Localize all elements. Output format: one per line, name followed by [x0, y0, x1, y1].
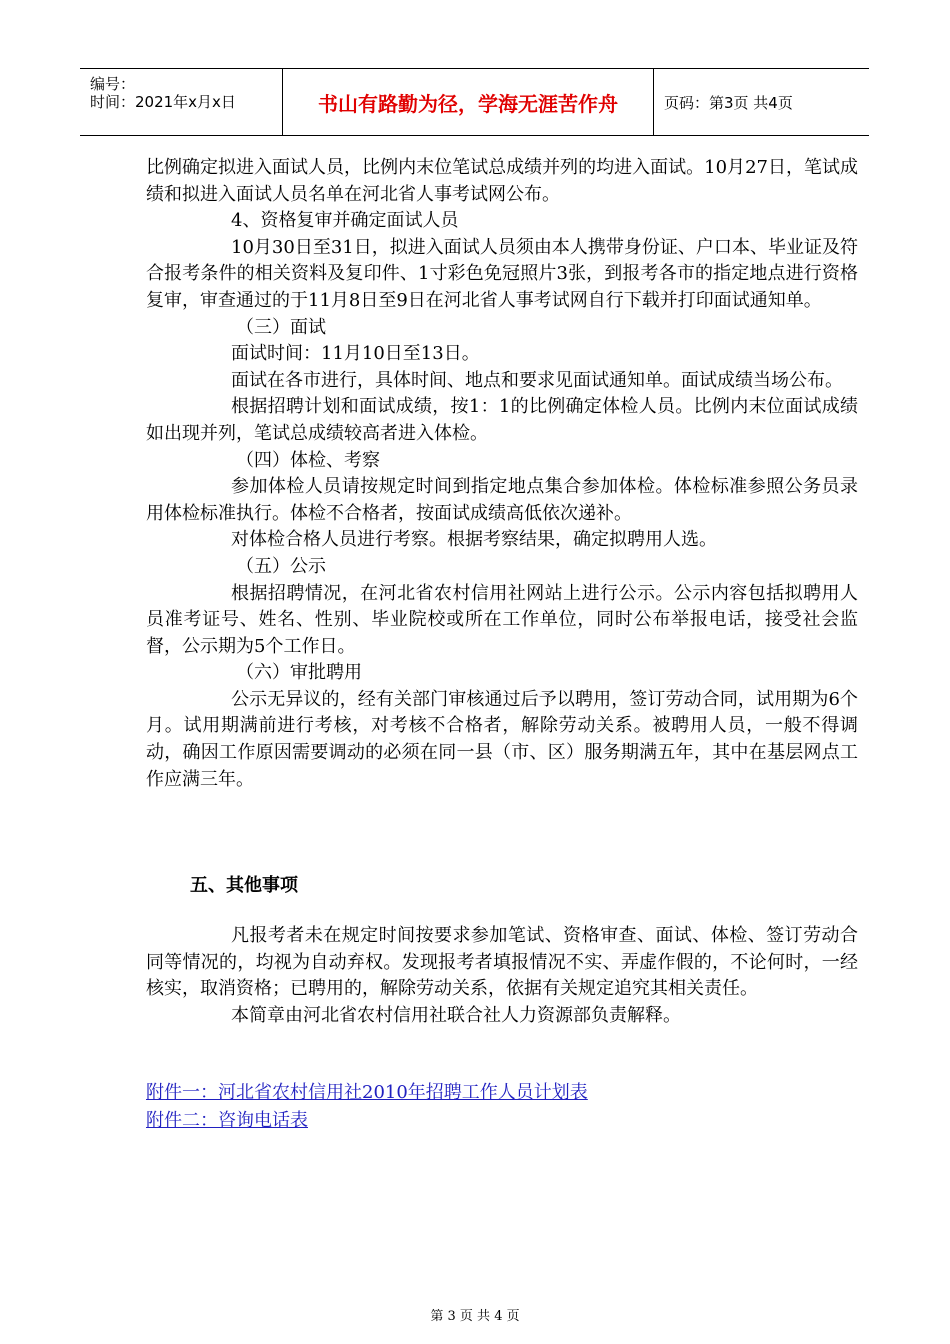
document-date-label: 时间：2021年x月x日	[90, 93, 236, 111]
subsection-heading: 4、资格复审并确定面试人员	[231, 210, 459, 232]
paragraph: 公示无异议的，经有关部门审核通过后予以聘用，签订劳动合同，试用期为6个月。试用期满前进行考核，对考核不合格者，解除劳动关系。被聘用人员，一般不得调动，确因工作原因需要调动的必须在同一县（市、区）服务期满五年，其中在基层网点工作应满三年。	[146, 688, 858, 790]
paragraph: 本简章由河北省农村信用社联合社人力资源部负责解释。	[231, 1004, 681, 1026]
paragraph: 10月30日至31日，拟进入面试人员须由本人携带身份证、户口本、毕业证及符合报考条件的相关资料及复印件、1寸彩色免冠照片3张，到报考各市的指定地点进行资格复审，审查通过的于11月8日至9日在河北省人事考试网自行下载并打印面试通知单。	[146, 236, 858, 311]
paragraph: 对体检合格人员进行考察。根据考察结果，确定拟聘用人选。	[231, 529, 717, 551]
header-table	[80, 68, 869, 136]
subsection-heading: （六）审批聘用	[236, 662, 362, 684]
section-body	[146, 923, 858, 1029]
paragraph: 凡报考者未在规定时间按要求参加笔试、资格审查、面试、体检、签订劳动合同等情况的，均视为自动弃权。发现报考者填报情况不实、弄虚作假的，不论何时，一经核实，取消资格；已聘用的，解除劳动关系，依据有关规定追究其相关责任。	[146, 925, 858, 1000]
header-page-label: 页码：第3页 共4页	[664, 93, 793, 112]
attachment-link-contacts[interactable]: 附件二：咨询电话表	[146, 1110, 308, 1131]
page-footer: 第 3 页 共 4 页	[430, 1309, 520, 1324]
paragraph: 比例确定拟进入面试人员，比例内末位笔试总成绩并列的均进入面试。10月27日，笔试成绩和拟进入面试人员名单在河北省人事考试网公布。	[146, 157, 858, 205]
subsection-heading: （五）公示	[236, 555, 326, 577]
header-meta	[80, 69, 281, 135]
attachment-link-plan[interactable]: 附件一：河北省农村信用社2010年招聘工作人员计划表	[146, 1082, 588, 1103]
paragraph: 面试在各市进行，具体时间、地点和要求见面试通知单。面试成绩当场公布。	[231, 369, 843, 391]
document-number-label: 编号：	[90, 75, 136, 93]
header-motto: 书山有路勤为径，学海无涯苦作舟	[282, 69, 654, 135]
subsection-heading: （四）体检、考察	[236, 449, 380, 471]
paragraph: 参加体检人员请按规定时间到指定地点集合参加体检。体检标准参照公务员录用体检标准执行。体检不合格者，按面试成绩高低依次递补。	[146, 476, 858, 524]
section-title: 五、其他事项	[190, 875, 298, 896]
paragraph: 面试时间：11月10日至13日。	[231, 343, 480, 365]
paragraph: 根据招聘计划和面试成绩，按1：1的比例确定体检人员。比例内末位面试成绩如出现并列，笔试总成绩较高者进入体检。	[146, 396, 858, 444]
paragraph: 根据招聘情况，在河北省农村信用社网站上进行公示。公示内容包括拟聘用人员准考证号、姓名、性别、毕业院校或所在工作单位，同时公布举报电话，接受社会监督，公示期为5个工作日。	[146, 582, 858, 657]
body-text	[146, 155, 858, 793]
subsection-heading: （三）面试	[236, 316, 326, 338]
